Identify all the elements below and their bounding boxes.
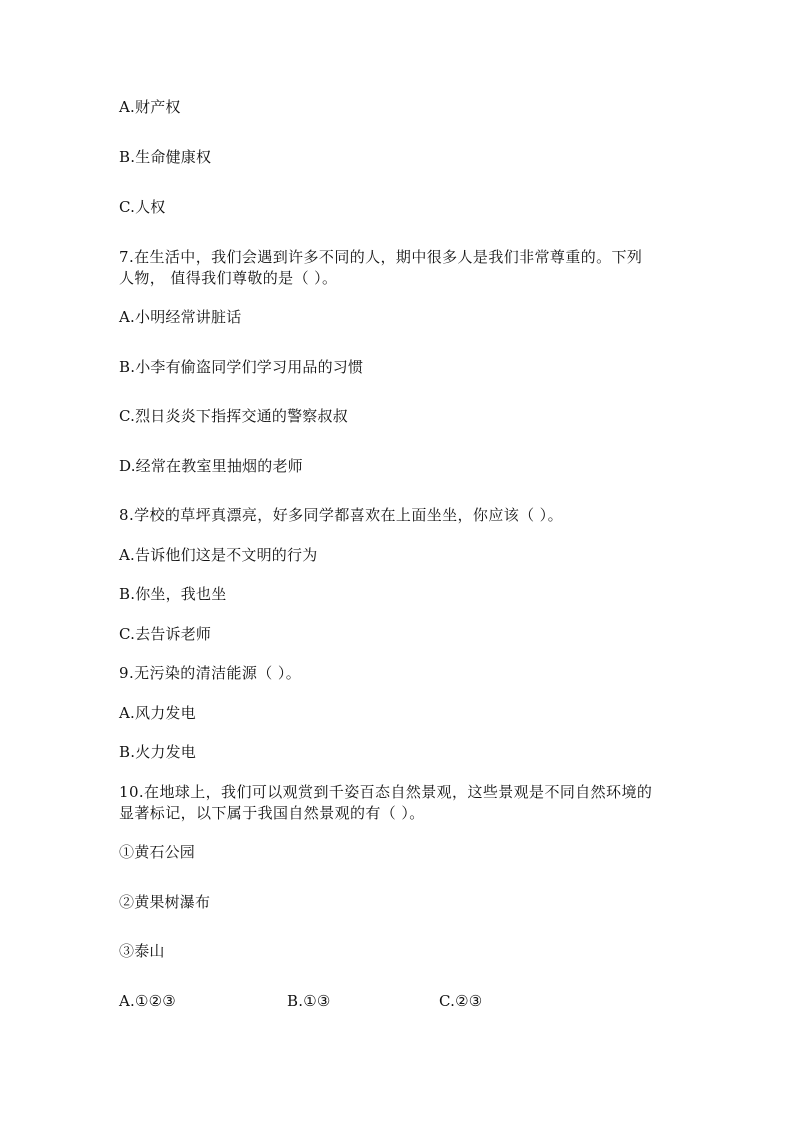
q10-stem-line2: 显著标记，以下属于我国自然景观的有（ ）。 <box>119 804 425 822</box>
q9-option-a: A.风力发电 <box>119 704 196 722</box>
q10-item-3: ③泰山 <box>119 942 165 960</box>
q10-stem-line1: 10.在地球上，我们可以观赏到千姿百态自然景观，这些景观是不同自然环境的 <box>119 783 653 801</box>
q8-stem: 8.学校的草坪真漂亮，好多同学都喜欢在上面坐坐，你应该（ ）。 <box>119 506 563 524</box>
q10-item-2: ②黄果树瀑布 <box>119 893 211 911</box>
q6-option-b: B.生命健康权 <box>119 148 212 166</box>
q7-option-b: B.小李有偷盗同学们学习用品的习惯 <box>119 358 364 376</box>
q10-option-c: C.②③ <box>439 992 483 1010</box>
q9-stem: 9.无污染的清洁能源（ ）。 <box>119 664 302 682</box>
q10-item-1: ①黄石公园 <box>119 843 196 861</box>
q10-option-a: A.①②③ <box>119 992 176 1010</box>
q7-stem-line1: 7.在生活中，我们会遇到许多不同的人，期中很多人是我们非常尊重的。下列 <box>119 248 643 266</box>
q8-option-a: A.告诉他们这是不文明的行为 <box>119 546 318 564</box>
q6-option-c: C.人权 <box>119 198 166 216</box>
q8-option-b: B.你坐，我也坐 <box>119 585 227 603</box>
q7-stem-line2: 人物， 值得我们尊敬的是（ ）。 <box>119 269 338 287</box>
q7-option-d: D.经常在教室里抽烟的老师 <box>119 457 303 475</box>
q10-option-b: B.①③ <box>287 992 331 1010</box>
q7-option-c: C.烈日炎炎下指挥交通的警察叔叔 <box>119 407 348 425</box>
q9-option-b: B.火力发电 <box>119 743 196 761</box>
q7-option-a: A.小明经常讲脏话 <box>119 308 242 326</box>
q8-option-c: C.去告诉老师 <box>119 625 212 643</box>
q6-option-a: A.财产权 <box>119 98 181 116</box>
